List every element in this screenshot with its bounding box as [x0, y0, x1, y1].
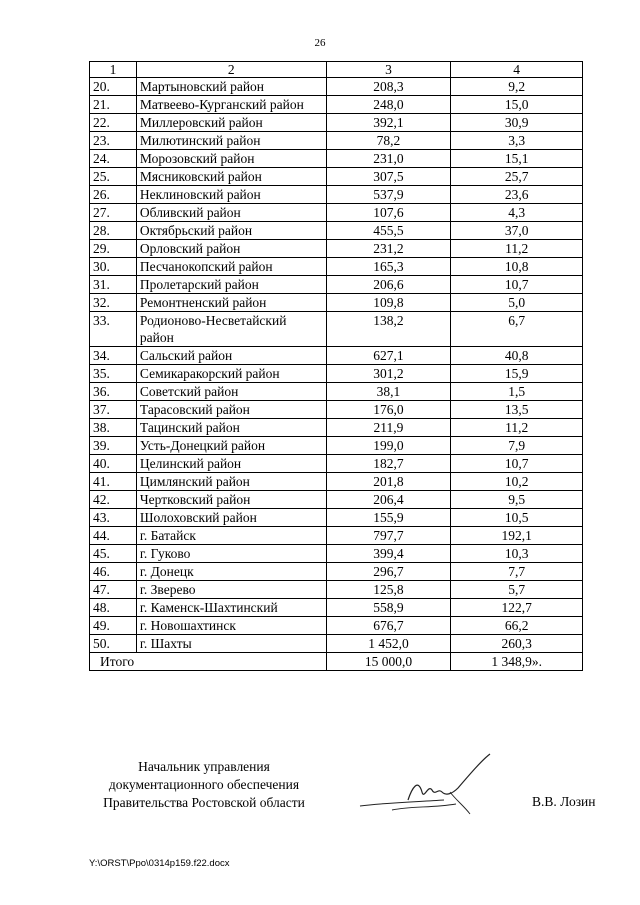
table-row	[90, 401, 583, 419]
district-name: Октябрьский район	[136, 222, 326, 240]
table-row	[90, 419, 583, 437]
table-row	[90, 527, 583, 545]
value-col4: 5,0	[451, 294, 583, 312]
table-row	[90, 491, 583, 509]
table-header-row	[90, 62, 583, 78]
value-col4: 15,0	[451, 96, 583, 114]
value-col3: 155,9	[326, 509, 451, 527]
district-name: Орловский район	[136, 240, 326, 258]
value-col4: 15,1	[451, 150, 583, 168]
row-number: 24.	[90, 150, 137, 168]
district-name: Пролетарский район	[136, 276, 326, 294]
value-col4: 11,2	[451, 240, 583, 258]
district-name: г. Шахты	[136, 635, 326, 653]
value-col4: 37,0	[451, 222, 583, 240]
district-name: Матвеево-Курганский район	[136, 96, 326, 114]
table-row	[90, 132, 583, 150]
table-row	[90, 312, 583, 347]
row-number: 37.	[90, 401, 137, 419]
value-col4: 25,7	[451, 168, 583, 186]
handwritten-signature	[352, 748, 512, 823]
value-col4: 4,3	[451, 204, 583, 222]
row-number: 40.	[90, 455, 137, 473]
value-col3: 307,5	[326, 168, 451, 186]
signature-title-line: Правительства Ростовской области	[103, 795, 305, 810]
table-row	[90, 347, 583, 365]
value-col4: 192,1	[451, 527, 583, 545]
table-row	[90, 258, 583, 276]
row-number: 26.	[90, 186, 137, 204]
value-col3: 392,1	[326, 114, 451, 132]
district-name: Родионово-Несветайский район	[136, 312, 326, 347]
value-col3: 231,2	[326, 240, 451, 258]
district-name: Цимлянский район	[136, 473, 326, 491]
total-label: Итого	[90, 653, 327, 671]
row-number: 22.	[90, 114, 137, 132]
value-col3: 199,0	[326, 437, 451, 455]
row-number: 35.	[90, 365, 137, 383]
total-col3: 15 000,0	[326, 653, 451, 671]
district-name: Советский район	[136, 383, 326, 401]
district-name: Неклиновский район	[136, 186, 326, 204]
table-row	[90, 437, 583, 455]
row-number: 20.	[90, 78, 137, 96]
row-number: 41.	[90, 473, 137, 491]
district-name: г. Гуково	[136, 545, 326, 563]
value-col4: 9,2	[451, 78, 583, 96]
value-col3: 455,5	[326, 222, 451, 240]
district-name: г. Зверево	[136, 581, 326, 599]
table-row	[90, 240, 583, 258]
row-number: 32.	[90, 294, 137, 312]
table-row	[90, 635, 583, 653]
value-col4: 1,5	[451, 383, 583, 401]
value-col4: 10,7	[451, 455, 583, 473]
value-col3: 208,3	[326, 78, 451, 96]
row-number: 47.	[90, 581, 137, 599]
district-name: Миллеровский район	[136, 114, 326, 132]
table-row	[90, 114, 583, 132]
district-name: г. Каменск-Шахтинский	[136, 599, 326, 617]
district-name: Тацинский район	[136, 419, 326, 437]
row-number: 30.	[90, 258, 137, 276]
header-cell-1: 1	[90, 62, 137, 78]
table-row	[90, 294, 583, 312]
signature-title-line: Начальник управления	[138, 759, 270, 774]
table-row	[90, 168, 583, 186]
row-number: 34.	[90, 347, 137, 365]
value-col4: 10,3	[451, 545, 583, 563]
value-col4: 15,9	[451, 365, 583, 383]
signature-title-line: документационного обеспечения	[108, 777, 300, 792]
value-col3: 537,9	[326, 186, 451, 204]
table-row	[90, 96, 583, 114]
row-number: 23.	[90, 132, 137, 150]
row-number: 46.	[90, 563, 137, 581]
value-col3: 109,8	[326, 294, 451, 312]
data-table	[89, 61, 583, 671]
value-col4: 30,9	[451, 114, 583, 132]
table-row	[90, 365, 583, 383]
value-col4: 40,8	[451, 347, 583, 365]
value-col4: 122,7	[451, 599, 583, 617]
row-number: 28.	[90, 222, 137, 240]
value-col3: 206,4	[326, 491, 451, 509]
value-col3: 627,1	[326, 347, 451, 365]
district-name: Милютинский район	[136, 132, 326, 150]
value-col3: 165,3	[326, 258, 451, 276]
row-number: 33.	[90, 312, 137, 347]
value-col4: 10,2	[451, 473, 583, 491]
row-number: 39.	[90, 437, 137, 455]
header-cell-2: 2	[136, 62, 326, 78]
table-row	[90, 455, 583, 473]
row-number: 38.	[90, 419, 137, 437]
district-name: Мартыновский район	[136, 78, 326, 96]
table-row	[90, 222, 583, 240]
value-col3: 1 452,0	[326, 635, 451, 653]
district-name: Чертковский район	[136, 491, 326, 509]
table-row	[90, 581, 583, 599]
value-col4: 13,5	[451, 401, 583, 419]
district-name: г. Новошахтинск	[136, 617, 326, 635]
value-col4: 10,5	[451, 509, 583, 527]
value-col3: 797,7	[326, 527, 451, 545]
row-number: 25.	[90, 168, 137, 186]
district-name: Песчанокопский район	[136, 258, 326, 276]
value-col3: 201,8	[326, 473, 451, 491]
row-number: 27.	[90, 204, 137, 222]
row-number: 48.	[90, 599, 137, 617]
value-col3: 231,0	[326, 150, 451, 168]
row-number: 36.	[90, 383, 137, 401]
district-name: Шолоховский район	[136, 509, 326, 527]
value-col3: 176,0	[326, 401, 451, 419]
value-col4: 11,2	[451, 419, 583, 437]
signer-name: В.В. Лозин	[532, 794, 596, 809]
table-row	[90, 186, 583, 204]
district-name: Мясниковский район	[136, 168, 326, 186]
row-number: 43.	[90, 509, 137, 527]
signature-title-block	[89, 758, 319, 812]
table-row	[90, 78, 583, 96]
table-row	[90, 617, 583, 635]
district-name: г. Батайск	[136, 527, 326, 545]
district-name: Ремонтненский район	[136, 294, 326, 312]
table-row	[90, 204, 583, 222]
value-col3: 558,9	[326, 599, 451, 617]
table-row	[90, 150, 583, 168]
row-number: 42.	[90, 491, 137, 509]
file-path: Y:\ORST\Ppo\0314p159.f22.docx	[89, 858, 230, 869]
value-col3: 138,2	[326, 312, 451, 347]
header-cell-4: 4	[451, 62, 583, 78]
total-row	[90, 653, 583, 671]
table-row	[90, 473, 583, 491]
value-col4: 5,7	[451, 581, 583, 599]
row-number: 29.	[90, 240, 137, 258]
value-col4: 6,7	[451, 312, 583, 347]
value-col4: 9,5	[451, 491, 583, 509]
value-col4: 66,2	[451, 617, 583, 635]
row-number: 49.	[90, 617, 137, 635]
district-name: Усть-Донецкий район	[136, 437, 326, 455]
value-col3: 301,2	[326, 365, 451, 383]
row-number: 45.	[90, 545, 137, 563]
district-name: Целинский район	[136, 455, 326, 473]
value-col4: 260,3	[451, 635, 583, 653]
value-col3: 206,6	[326, 276, 451, 294]
value-col4: 7,7	[451, 563, 583, 581]
value-col4: 10,7	[451, 276, 583, 294]
table-row	[90, 276, 583, 294]
value-col4: 23,6	[451, 186, 583, 204]
value-col3: 38,1	[326, 383, 451, 401]
value-col3: 107,6	[326, 204, 451, 222]
district-name: Обливский район	[136, 204, 326, 222]
value-col3: 182,7	[326, 455, 451, 473]
table-row	[90, 599, 583, 617]
row-number: 31.	[90, 276, 137, 294]
value-col4: 10,8	[451, 258, 583, 276]
total-col4: 1 348,9».	[451, 653, 583, 671]
table-row	[90, 563, 583, 581]
value-col3: 296,7	[326, 563, 451, 581]
value-col3: 211,9	[326, 419, 451, 437]
value-col3: 125,8	[326, 581, 451, 599]
value-col4: 3,3	[451, 132, 583, 150]
value-col3: 399,4	[326, 545, 451, 563]
header-cell-3: 3	[326, 62, 451, 78]
value-col4: 7,9	[451, 437, 583, 455]
value-col3: 78,2	[326, 132, 451, 150]
table-row	[90, 545, 583, 563]
district-name: Семикаракорский район	[136, 365, 326, 383]
page-number: 26	[314, 37, 326, 49]
row-number: 21.	[90, 96, 137, 114]
value-col3: 248,0	[326, 96, 451, 114]
table-row	[90, 509, 583, 527]
district-name: г. Донецк	[136, 563, 326, 581]
district-name: Морозовский район	[136, 150, 326, 168]
table-row	[90, 383, 583, 401]
row-number: 50.	[90, 635, 137, 653]
value-col3: 676,7	[326, 617, 451, 635]
district-name: Тарасовский район	[136, 401, 326, 419]
district-name: Сальский район	[136, 347, 326, 365]
row-number: 44.	[90, 527, 137, 545]
